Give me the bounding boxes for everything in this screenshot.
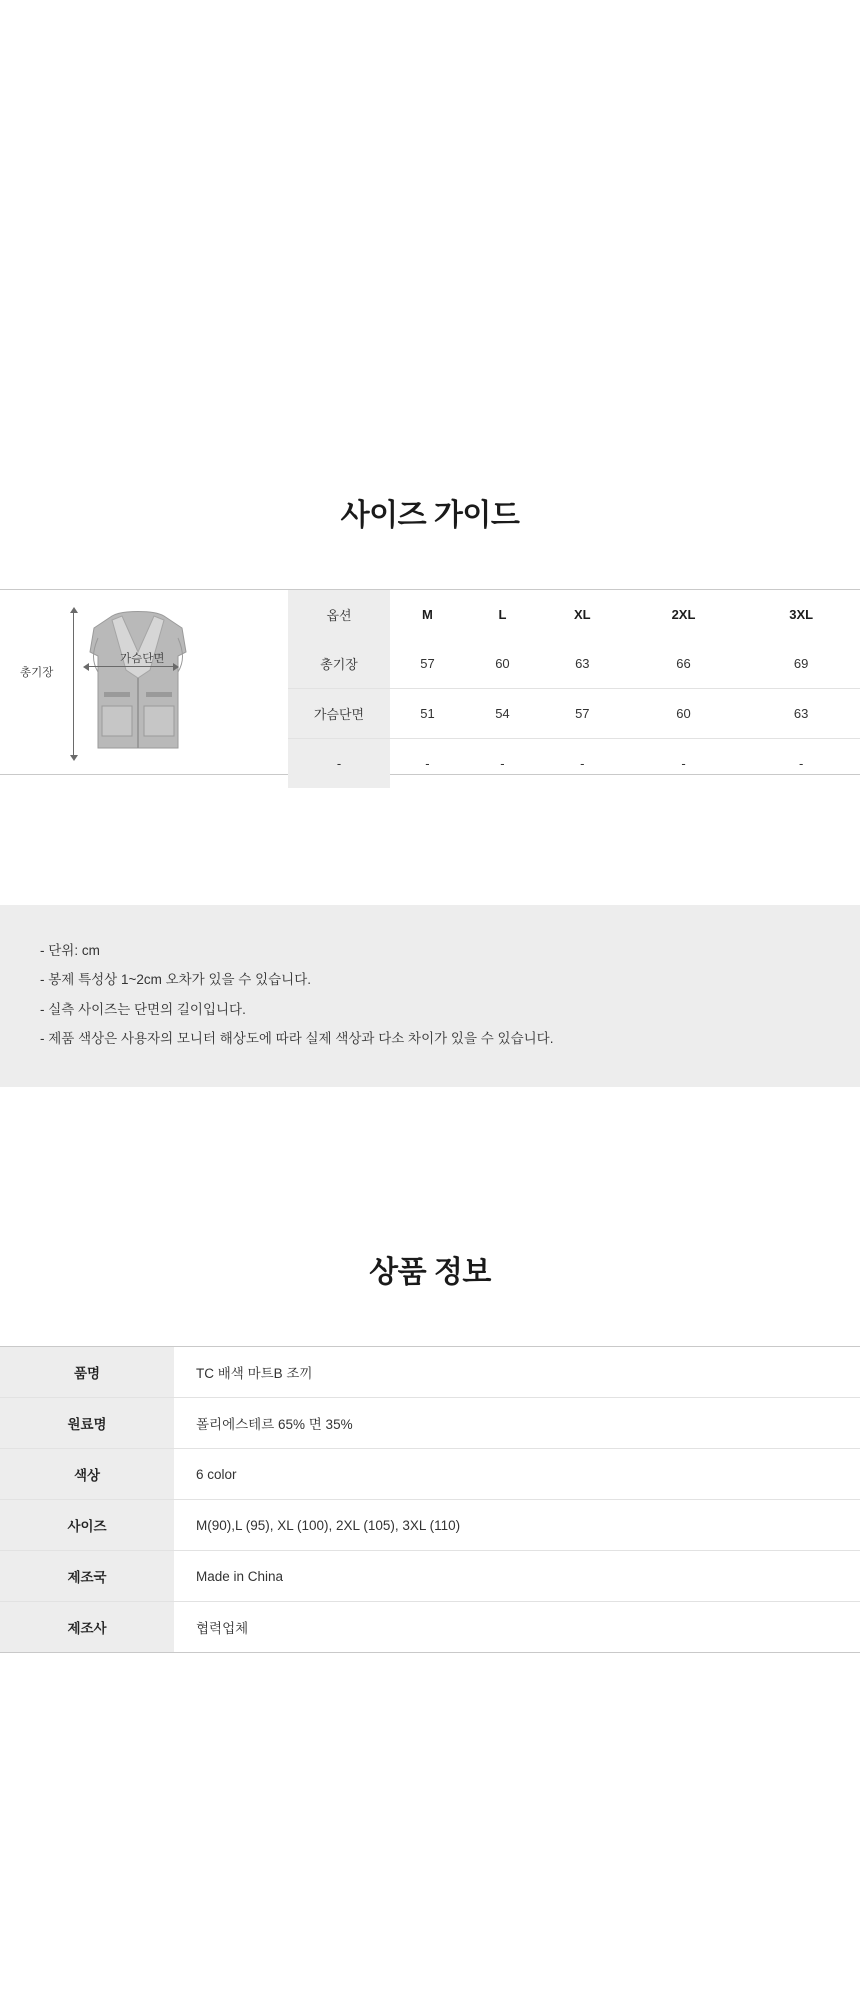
info-value-product-name: TC 배색 마트B 조끼	[174, 1347, 860, 1398]
size-figure	[0, 590, 288, 774]
info-value-country: Made in China	[174, 1551, 860, 1602]
table-row	[0, 1398, 860, 1449]
size-table-col-l: L	[498, 607, 507, 622]
info-label-material: 원료명	[0, 1398, 174, 1449]
figure-total-length-label: 총기장	[20, 667, 54, 679]
size-cell: -	[580, 756, 585, 771]
product-info-table	[0, 1346, 860, 1653]
table-row	[0, 1551, 860, 1602]
notice-line: - 단위: cm	[40, 943, 100, 958]
vest-illustration-icon	[78, 608, 198, 756]
size-cell: 57	[390, 639, 465, 689]
info-value-color: 6 color	[174, 1449, 860, 1500]
info-label-size: 사이즈	[0, 1500, 174, 1551]
size-notice-block	[0, 905, 860, 1087]
table-row	[0, 1347, 860, 1398]
info-label-manufacturer: 제조사	[0, 1602, 174, 1653]
size-table-col-m: M	[422, 607, 433, 622]
size-cell: 60	[465, 639, 540, 689]
size-cell: 54	[465, 689, 540, 739]
notice-line: - 실측 사이즈는 단면의 길이입니다.	[40, 1001, 246, 1017]
size-row-label-total-length: 총기장	[288, 639, 390, 689]
notice-line: - 봉제 특성상 1~2cm 오차가 있을 수 있습니다.	[40, 972, 312, 988]
size-guide-block	[0, 589, 860, 775]
figure-chest-width-label: 가슴단면	[120, 653, 165, 665]
size-table-header-row	[288, 590, 860, 639]
info-label-product-name: 품명	[0, 1347, 174, 1398]
table-row	[0, 1449, 860, 1500]
size-cell: 63	[742, 689, 860, 739]
info-label-color: 색상	[0, 1449, 174, 1500]
size-guide-section	[0, 0, 860, 775]
info-value-manufacturer: 협력업체	[196, 1621, 249, 1636]
product-info-section	[0, 1247, 860, 1653]
table-row	[288, 639, 860, 689]
size-cell: 69	[742, 639, 860, 689]
notice-line: - 제품 색상은 사용자의 모니터 해상도에 따라 실제 색상과 다소 차이가 있을 수 있습니다.	[40, 1030, 554, 1046]
total-length-arrow-icon	[73, 612, 74, 756]
chest-width-arrow-icon	[88, 666, 174, 667]
table-row	[0, 1602, 860, 1653]
size-table-option-header: 옵션	[288, 590, 390, 639]
info-value-size: M(90),L (95), XL (100), 2XL (105), 3XL (110)	[174, 1500, 860, 1551]
product-info-title: 상품 정보	[369, 1256, 491, 1289]
size-cell: -	[681, 756, 686, 771]
size-cell: 51	[390, 689, 465, 739]
size-row-label-chest-width: 가슴단면	[288, 689, 390, 739]
size-table-col-xl: XL	[573, 607, 591, 622]
size-guide-title: 사이즈 가이드	[340, 499, 520, 532]
size-table-col-2xl: 2XL	[671, 607, 696, 622]
size-table-col-3xl: 3XL	[789, 607, 814, 622]
info-label-country: 제조국	[0, 1551, 174, 1602]
size-cell: 66	[625, 639, 743, 689]
size-table	[288, 590, 860, 788]
table-row	[288, 689, 860, 739]
size-cell: 63	[540, 639, 625, 689]
size-row-label-empty: -	[288, 739, 390, 789]
size-cell: 57	[540, 689, 625, 739]
size-cell: -	[798, 756, 804, 771]
info-value-material: 폴리에스테르 65% 면 35%	[174, 1398, 860, 1449]
size-cell: -	[425, 756, 430, 771]
size-cell: -	[500, 756, 505, 771]
size-cell: 60	[625, 689, 743, 739]
table-row	[288, 739, 860, 789]
table-row	[0, 1500, 860, 1551]
